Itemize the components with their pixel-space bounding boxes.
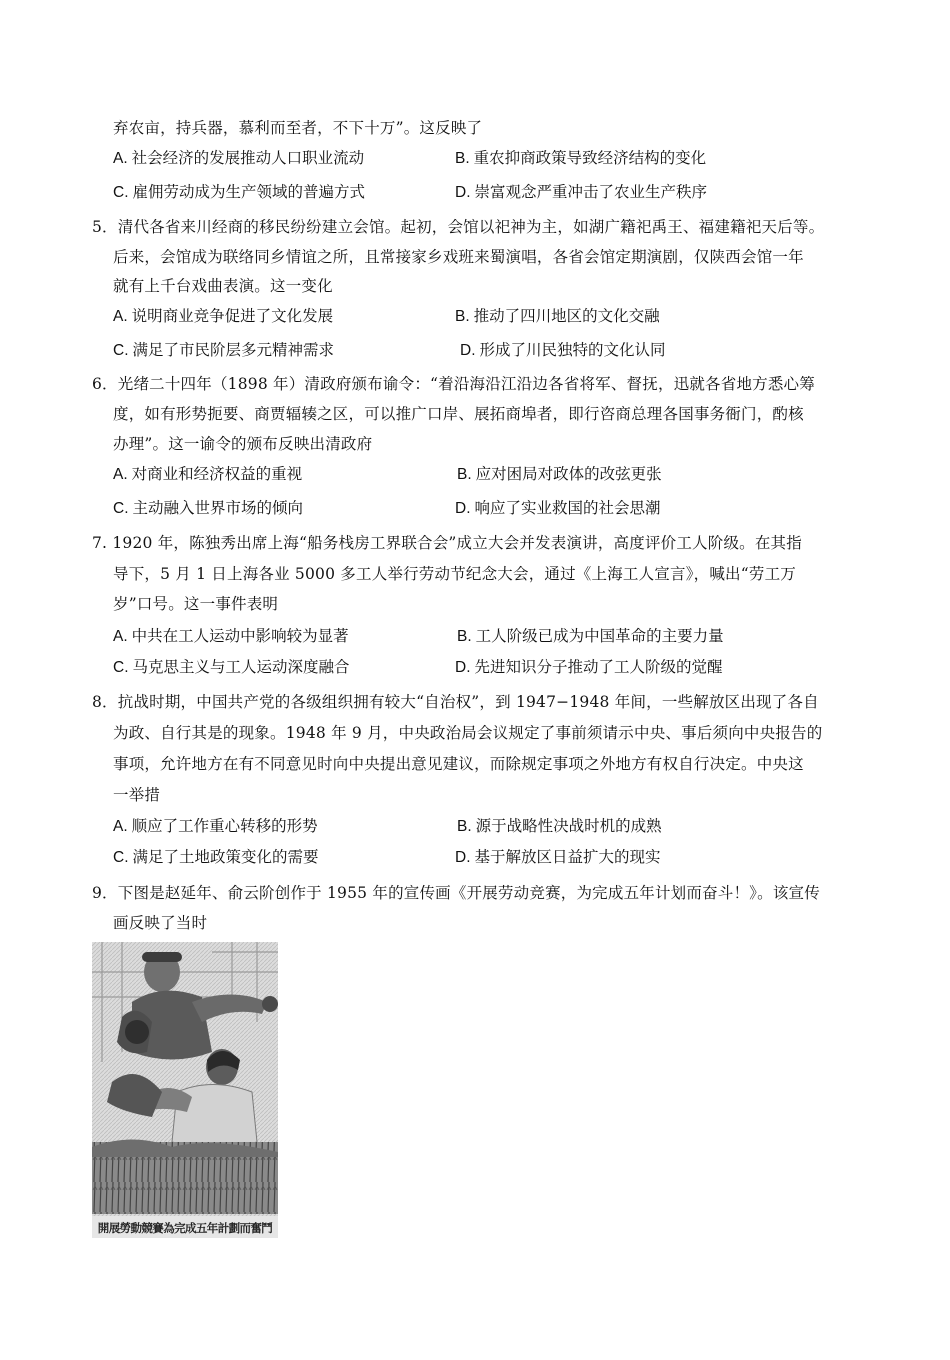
q9-stem-line1: 9．下图是赵延年、俞云阶创作于 1955 年的宣传画《开展劳动竞赛，为完成五年计划而奋斗！》。该宣传 [92, 884, 820, 902]
q6-option-d: D. 响应了实业救国的社会思潮 [455, 499, 661, 517]
q4-option-b: B. 重农抑商政策导致经济结构的变化 [455, 149, 707, 167]
q7-stem-line3: 岁”口号。这一事件表明 [113, 595, 279, 613]
q9-stem-line2: 画反映了当时 [113, 914, 208, 932]
q6-option-a: A. 对商业和经济权益的重视 [113, 465, 303, 483]
q8-stem-line4: 一举措 [113, 786, 161, 804]
q4-option-c: C. 雇佣劳动成为生产领域的普遍方式 [113, 183, 366, 201]
poster-caption: 開展勞動競賽為完成五年計劃而奮鬥 [97, 1221, 273, 1235]
q4-stem-tail: 弃农亩，持兵器，慕利而至者，不下十万”。这反映了 [113, 119, 483, 137]
q6-stem-line1: 6．光绪二十四年（1898 年）清政府颁布谕令：“着沿海沿江沿边各省将军、督抚，迅就各省地方悉心筹 [92, 375, 815, 393]
q6-option-c: C. 主动融入世界市场的倾向 [113, 499, 304, 517]
q5-stem-line1: 5．清代各省来川经商的移民纷纷建立会馆。起初，会馆以祀神为主，如湖广籍祀禹王、福建籍祀天后等。 [92, 218, 825, 236]
q7-stem-line1: 7. 1920 年，陈独秀出席上海“船务栈房工界联合会”成立大会并发表演讲，高度评价工人阶级。在其指 [92, 534, 802, 552]
q6-stem-line3: 办理”。这一谕令的颁布反映出清政府 [113, 435, 373, 453]
q7-option-b: B. 工人阶级已成为中国革命的主要力量 [457, 627, 724, 645]
q6-option-b: B. 应对困局对政体的改弦更张 [457, 465, 662, 483]
q8-option-b: B. 源于战略性决战时机的成熟 [457, 817, 662, 835]
q5-option-c: C. 满足了市民阶层多元精神需求 [113, 341, 335, 359]
q8-stem-line3: 事项，允许地方在有不同意见时向中央提出意见建议，而除规定事项之外地方有权自行决定。中央这 [113, 755, 804, 773]
q5-stem-line3: 就有上千台戏曲表演。这一变化 [113, 277, 333, 295]
q8-option-d: D. 基于解放区日益扩大的现实 [455, 848, 661, 866]
q5-stem-line2: 后来，会馆成为联络同乡情谊之所，且常接家乡戏班来蜀演唱，各省会馆定期演剧，仅陕西会馆一年 [113, 248, 804, 266]
q7-option-c: C. 马克思主义与工人运动深度融合 [113, 658, 350, 676]
q8-option-c: C. 满足了土地政策变化的需要 [113, 848, 319, 866]
q6-stem-line2: 度，如有形势扼要、商贾辐辏之区，可以推广口岸、展拓商埠者，即行咨商总理各国事务衙门，酌核 [113, 405, 804, 423]
q4-option-d: D. 崇富观念严重冲击了农业生产秩序 [455, 183, 708, 201]
q5-option-d: D. 形成了川民独特的文化认同 [460, 341, 666, 359]
q7-option-d: D. 先进知识分子推动了工人阶级的觉醒 [455, 658, 723, 676]
q8-stem-line1: 8．抗战时期，中国共产党的各级组织拥有较大“自治权”，到 1947−1948 年间，一些解放区出现了各自 [92, 693, 819, 711]
q5-option-a: A. 说明商业竞争促进了文化发展 [113, 307, 334, 325]
q4-option-a: A. 社会经济的发展推动人口职业流动 [113, 149, 365, 167]
q5-option-b: B. 推动了四川地区的文化交融 [455, 307, 660, 325]
propaganda-poster-image [92, 942, 278, 1238]
poster-illustration [92, 942, 278, 1238]
q7-stem-line2: 导下，5 月 1 日上海各业 5000 多工人举行劳动节纪念大会，通过《上海工人宣言》，喊出“劳工万 [113, 565, 796, 583]
q8-stem-line2: 为政、自行其是的现象。1948 年 9 月，中央政治局会议规定了事前须请示中央、事后须向中央报告的 [113, 724, 823, 742]
q8-option-a: A. 顺应了工作重心转移的形势 [113, 817, 318, 835]
q7-option-a: A. 中共在工人运动中影响较为显著 [113, 627, 349, 645]
